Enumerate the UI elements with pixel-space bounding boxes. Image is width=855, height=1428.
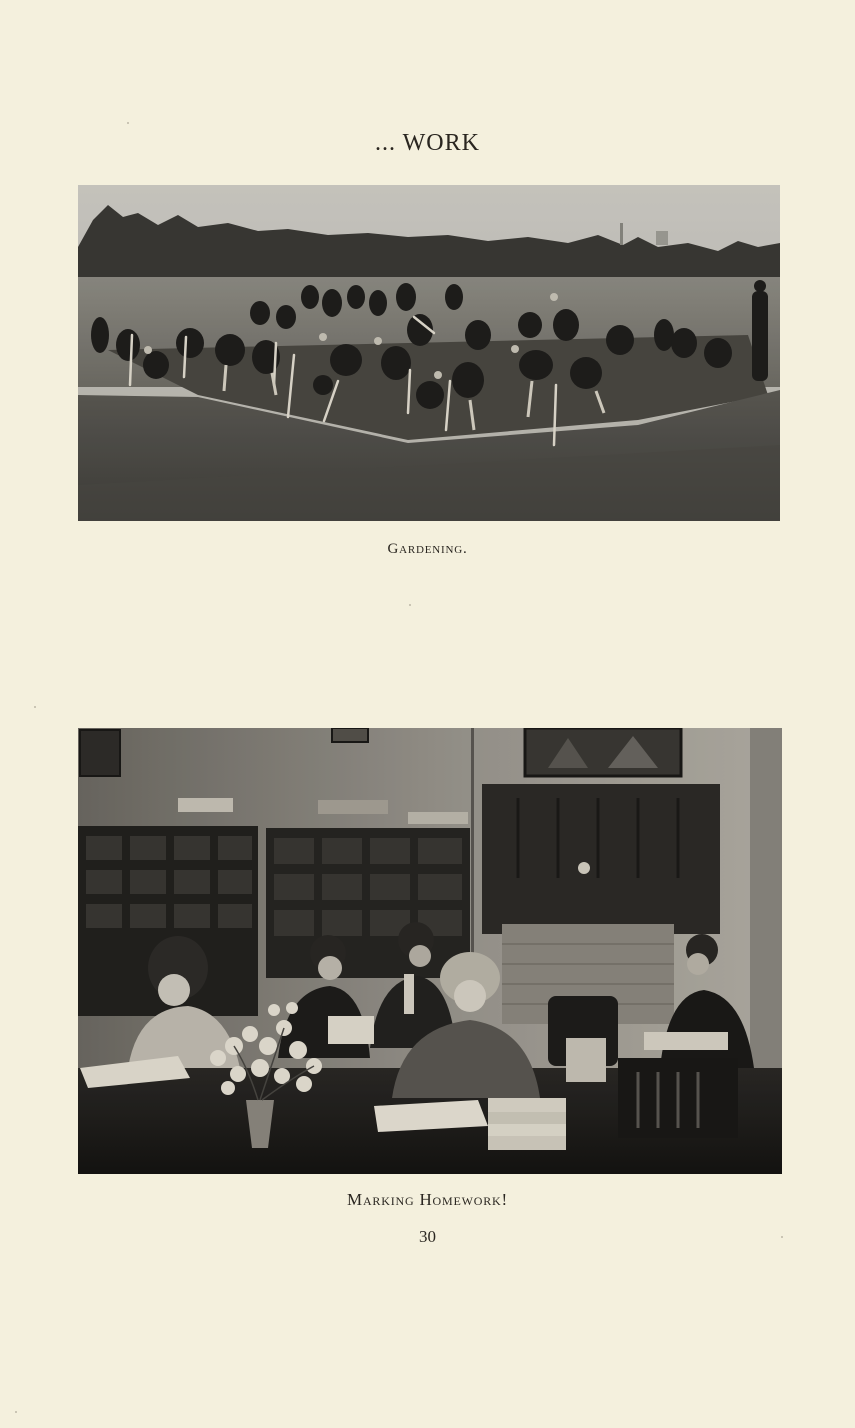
gardening-caption: Gardening. [387, 541, 468, 557]
gardening-photo [78, 185, 780, 521]
page-heading: ... WORK [375, 130, 480, 156]
gardening-photo-image [78, 185, 780, 521]
marking-homework-photo-image [78, 728, 782, 1174]
paper-speck [409, 604, 411, 606]
page-number: 30 [419, 1227, 436, 1246]
paper-speck [34, 706, 36, 708]
paper-speck [127, 122, 129, 124]
marking-homework-caption: Marking Homework! [347, 1190, 508, 1209]
paper-speck [15, 1411, 17, 1413]
marking-homework-photo [78, 728, 782, 1174]
